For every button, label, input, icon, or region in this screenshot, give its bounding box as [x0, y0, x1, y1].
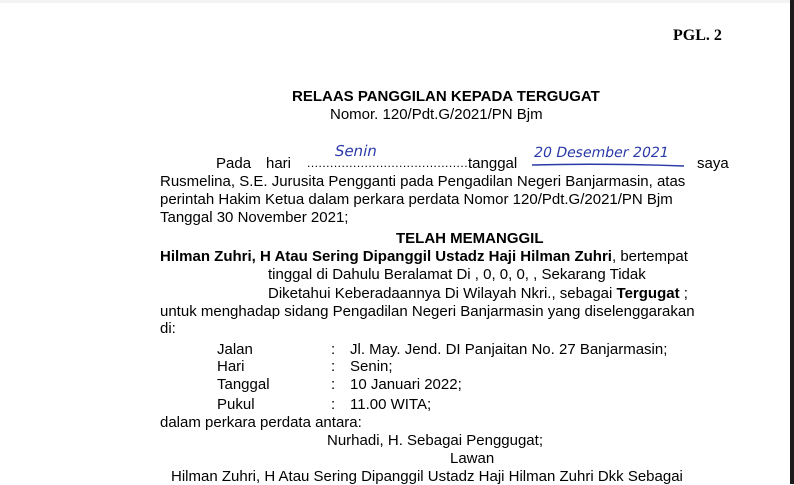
defendant-name: Hilman Zuhri, H Atau Sering Dipanggil Ustadz Haji Hilman Zuhri: [160, 248, 612, 265]
intro-line-2: Rusmelina, S.E. Jurusita Pengganti pada Pengadilan Negeri Banjarmasin, atas: [160, 173, 686, 190]
case-intro: dalam perkara perdata antara:: [160, 414, 362, 431]
defendant-line: Hilman Zuhri, H Atau Sering Dipanggil Ustadz Haji Hilman Zuhri Dkk Sebagai: [171, 468, 683, 485]
address-line-2-text: Diketahui Keberadaannya Di Wilayah Nkri., sebagai: [268, 285, 617, 302]
schedule-label-tanggal: Tanggal: [217, 376, 270, 393]
purpose-line-2: di:: [160, 320, 176, 337]
plaintiff-line: Nurhadi, H. Sebagai Penggugat;: [327, 432, 543, 449]
address-line-1: tinggal di Dahulu Beralamat Di , 0, 0, 0, , Sekarang Tidak: [268, 266, 646, 283]
intro-hari-label: hari: [266, 155, 292, 172]
intro-saya: saya: [697, 155, 729, 172]
tergugat-label: Tergugat: [616, 285, 680, 302]
schedule-label-jalan: Jalan: [217, 341, 253, 358]
schedule-value-hari: Senin;: [350, 358, 393, 375]
schedule-label-pukul: Pukul: [217, 396, 255, 413]
case-number: Nomor. 120/Pdt.G/2021/PN Bjm: [330, 106, 543, 123]
schedule-colon: :: [331, 341, 336, 358]
handwritten-day: Senin: [333, 142, 379, 160]
schedule-value-jalan: Jl. May. Jend. DI Panjaitan No. 27 Banjarmasin;: [350, 341, 668, 358]
handwritten-date: 20 Desember 2021: [532, 145, 671, 161]
called-heading: TELAH MEMANGGIL: [396, 230, 544, 247]
handwritten-date-underline: [530, 162, 686, 168]
defendant-name-suffix: , bertempat: [611, 248, 688, 265]
versus-line: Lawan: [450, 450, 495, 467]
document-title: RELAAS PANGGILAN KEPADA TERGUGAT: [292, 88, 600, 105]
schedule-value-tanggal: 10 Januari 2022;: [350, 376, 462, 393]
viewer-scrollbar-edge[interactable]: [790, 0, 794, 484]
schedule-colon: :: [331, 396, 336, 413]
purpose-line-1: untuk menghadap sidang Pengadilan Negeri Banjarmasin yang diselenggarakan: [160, 303, 695, 320]
viewer-top-edge: [0, 0, 794, 3]
hari-dotted-line: ...........................................: [307, 156, 472, 170]
address-line-2: [268, 285, 688, 302]
intro-line-4: Tanggal 30 November 2021;: [160, 209, 349, 226]
intro-pada: Pada: [216, 155, 252, 172]
called-name-line: [160, 248, 688, 265]
schedule-label-hari: Hari: [217, 358, 245, 375]
schedule-colon: :: [331, 376, 336, 393]
schedule-colon: :: [331, 358, 336, 375]
page-code: PGL. 2: [673, 27, 722, 44]
intro-tanggal-label: tanggal: [468, 155, 518, 172]
schedule-value-pukul: 11.00 WITA;: [350, 396, 432, 413]
intro-line-3: perintah Hakim Ketua dalam perkara perdata Nomor 120/Pdt.G/2021/PN Bjm: [160, 191, 673, 208]
address-line-2-end: ;: [679, 285, 688, 302]
